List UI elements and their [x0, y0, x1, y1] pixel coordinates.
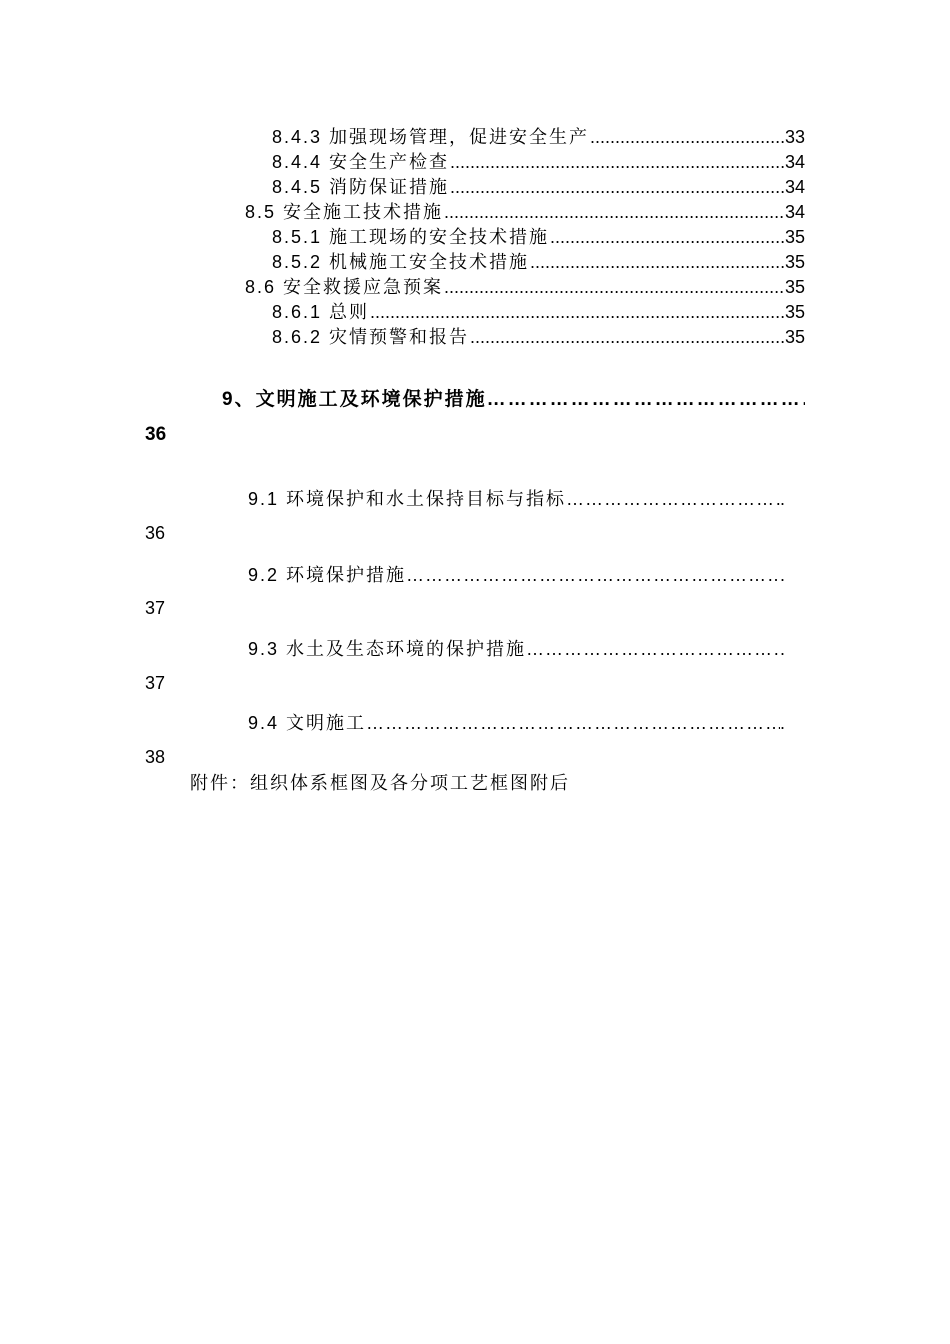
- toc-entry-title: 9.4 文明施工: [248, 713, 367, 733]
- toc-chapter-9[interactable]: [222, 386, 805, 412]
- toc-entry-8-6-2[interactable]: [272, 324, 805, 348]
- toc-entry-8-6[interactable]: [245, 274, 805, 298]
- toc-entry-page: 35: [784, 302, 805, 322]
- toc-entry-title: 9.3 水土及生态环境的保护措施: [248, 639, 527, 659]
- section-page-number: 37: [145, 598, 166, 618]
- dot-leader: [406, 564, 780, 586]
- toc-entry-page: 35: [784, 227, 805, 247]
- toc-entry-title: 8.4.4 安全生产检查: [272, 152, 450, 172]
- dot-leader: [444, 201, 784, 223]
- toc-entry-8-5-1[interactable]: [272, 224, 805, 248]
- section-page-number: 38: [145, 747, 166, 767]
- section-page-number: 37: [145, 673, 166, 693]
- toc-entry-8-4-5[interactable]: [272, 174, 805, 198]
- toc-entry-9-4[interactable]: 9.4 文明施工 ………………………………………………………………………………………………………… .: [248, 710, 785, 734]
- toc-entry-8-4-4[interactable]: [272, 149, 805, 173]
- appendix-note: 附件：组织体系框图及各分项工艺框图附后: [190, 773, 570, 793]
- toc-entry-title: 8.6.2 灾情预警和报告: [272, 327, 470, 347]
- toc-entry-8-5[interactable]: [245, 199, 805, 223]
- toc-entry-title: 8.4.3 加强现场管理，促进安全生产: [272, 127, 590, 147]
- dot-leader: [530, 251, 784, 273]
- dot-leader: [450, 176, 784, 198]
- dot-leader: [566, 488, 780, 510]
- toc-entry-title: 8.4.5 消防保证措施: [272, 177, 450, 197]
- toc-entry-title: 8.5.1 施工现场的安全技术措施: [272, 227, 550, 247]
- toc-entry-8-5-2[interactable]: [272, 249, 805, 273]
- toc-entry-page: 34: [784, 177, 805, 197]
- toc-entry-title: 9.2 环境保护措施: [248, 565, 407, 585]
- toc-entry-title: 8.5 安全施工技术措施: [245, 202, 444, 222]
- dot-leader: [590, 126, 784, 148]
- dot-leader: [450, 151, 784, 173]
- dot-leader: [526, 638, 780, 660]
- dot-leader: [370, 301, 784, 323]
- toc-entry-page: 35: [784, 277, 805, 297]
- toc-entry-page: 34: [784, 152, 805, 172]
- dot-leader: [366, 712, 780, 734]
- chapter-title: 9、文明施工及环境保护措施: [222, 389, 487, 410]
- dot-leader: [444, 276, 784, 298]
- toc-entry-title: 8.6 安全救援应急预案: [245, 277, 444, 297]
- chapter-page-number: 36: [145, 424, 167, 445]
- toc-entry-9-1[interactable]: 9.1 环境保护和水土保持目标与指标 ………………………………………………………………………………………………………… .: [248, 486, 785, 510]
- toc-entry-title: 9.1 环境保护和水土保持目标与指标: [248, 489, 567, 509]
- dot-leader: [550, 226, 784, 248]
- toc-entry-9-3[interactable]: 9.3 水土及生态环境的保护措施 ………………………………………………………………………………………………………… .: [248, 636, 785, 660]
- toc-entry-title: 8.6.1 总则: [272, 302, 370, 322]
- toc-entry-8-6-1[interactable]: [272, 299, 805, 323]
- toc-entry-page: 35: [784, 327, 805, 347]
- toc-entry-page: 34: [784, 202, 805, 222]
- toc-entry-page: 33: [784, 127, 805, 147]
- toc-entry-9-2[interactable]: 9.2 环境保护措施 ………………………………………………………………………………………………………… .: [248, 562, 785, 586]
- toc-entry-page: 35: [784, 252, 805, 272]
- dot-leader: [470, 326, 784, 348]
- toc-entry-title: 8.5.2 机械施工安全技术措施: [272, 252, 530, 272]
- toc-entry-8-4-3[interactable]: [272, 124, 805, 148]
- section-page-number: 36: [145, 523, 166, 543]
- dot-leader: [487, 388, 805, 412]
